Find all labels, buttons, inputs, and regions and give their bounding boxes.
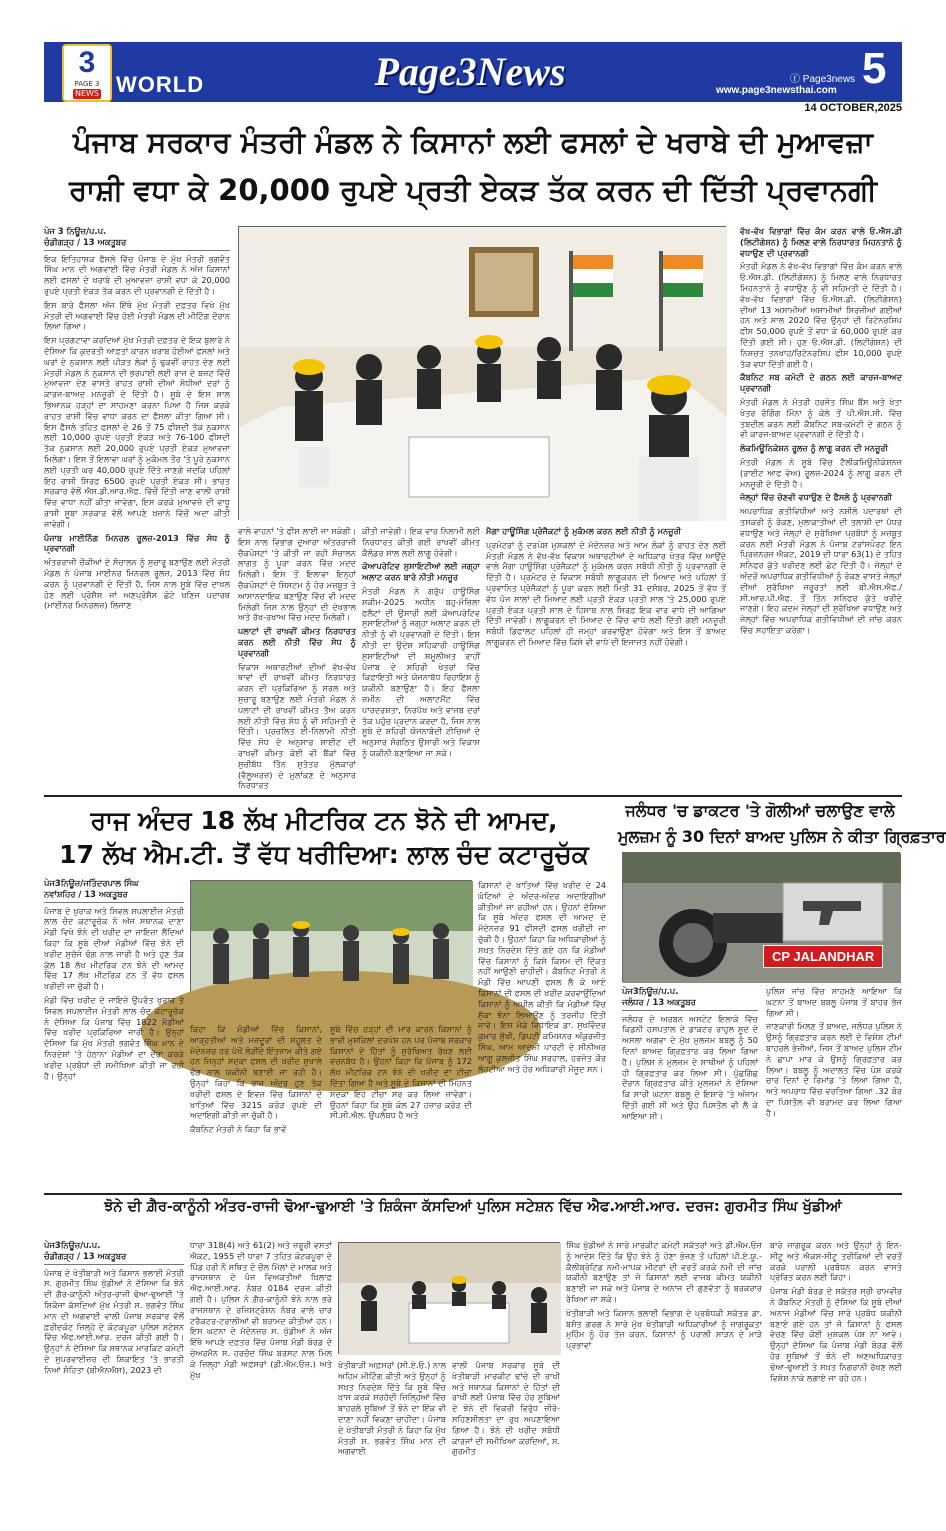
logo-line1: PAGE 3 [74,80,100,88]
story3-headline [618,798,946,850]
facebook-icon: ⓕ [790,74,803,85]
story4-column-2 [190,1240,332,1526]
story1-paragraph: ਵਾਲੇ ਵਾਹਨਾਂ 'ਤੇ ਫੀਸ ਲਾਈ ਜਾ ਸਕੇਗੀ। ਇਸ ਨਾਲ ਵਿਭਾਗ ਦੁਆਰਾ ਅੰਤਰਰਾਜੀ ਚੈਕਪੋਸਟਾਂ 'ਤੇ ਕੀਤੀ ਜਾ ਰਹੀ ਸੰਚਾਲਨ ਲਾਗਤ ਨੂੰ ਪੂਰਾ ਕਰਨ ਵਿੱਚ ਮਦਦ ਮਿਲੇਗੀ। ਇਸ ਤੋਂ ਇਲਾਵਾ ਇਨ੍ਹਾਂ ਚੈਕਪੋਸਟਾਂ ਦੇ ਸਿਸਟਮ ਨੂੰ ਹੋਰ ਮਜ਼ਬੂਤ ਤੇ ਆਸਾਨਦਾਇਕ ਬਣਾਉਣ ਵਿੱਚ ਵੀ ਮਦਦ ਮਿਲੇਗੀ ਜਿਸ ਨਾਲ ਉਨ੍ਹਾਂ ਦੀ ਦੇਖਭਾਲ ਅਤੇ ਰੱਖ-ਰਖਾਅ ਵਿੱਚ ਮਦਦ ਮਿਲੇਗੀ। [238,526,356,623]
brand-wordmark[interactable]: Page3News [374,49,566,94]
section-label: WORLD [116,72,205,97]
website-link[interactable]: www.page3newsthai.com [716,85,837,96]
story4-paragraph: ਵਾਲੀ ਪੰਜਾਬ ਸਰਕਾਰ ਸੂਬੇ ਦੀ ਖੇਤੀਬਾੜੀ ਮਾਰਕੀਟ ਢਾਂਚੇ ਦੀ ਰਾਖੀ ਅਤੇ ਸਥਾਨਕ ਕਿਸਾਨਾਂ ਦੇ ਹਿੱਤਾਂ ਦੀ ਰਾਖੀ ਲਈ ਪੰਜਾਬ ਵਿੱਚ ਹੋਰ ਸੂਬਿਆਂ ਦੇ ਝੋਨੇ ਦੀ ਵਿਕਰੀ ਵਿਰੁੱਧ ਜ਼ੀਰੋ-ਸਹਿਣਸ਼ੀਲਤਾ ਦਾ ਰੁਖ਼ ਅਪਣਾਇਆ ਗਿਆ ਹੈ। ਝੋਨੇ ਦੀ ਖਰੀਦ ਸਬੰਧੀ ਕਾਰਜਾਂ ਦੀ ਸਮੀਖਿਆ ਕਰਦਿਆਂ, ਸ. ਗੁਰਮੀਤ [452,1360,560,1457]
story2-paragraph: ਕਿਹਾ ਕਿ ਮੰਡੀਆਂ ਵਿੱਚ ਕਿਸਾਨਾਂ, ਆੜ੍ਹਤੀਆਂ ਅਤੇ ਮਜ਼ਦੂਰਾਂ ਦੀ ਸਹੂਲਤ ਦੇ ਮੱਦੇਨਜ਼ਰ ਹਰ ਪੱਖੋਂ ਲੋੜੀਂਦੇ ਇੰਤਜ਼ਾਮ ਕੀਤੇ ਗਏ ਹਨ ਜਿਨ੍ਹਾਂ ਸਦਕਾ ਫਸਲ ਦੀ ਖਰੀਦ ਸੁਖਾਲੇ ਢੰਗ ਨਾਲ ਯਕੀਨੀ ਬਣਾਈ ਜਾ ਰਹੀ ਹੈ। ਉਨ੍ਹਾਂ ਕਿਹਾ ਕਿ ਰਾਜ ਅੰਦਰ ਹੁਣ ਤੱਕ ਖਰੀਦੀ ਫਸਲ ਦੇ ਇਵਜ਼ ਵਿੱਚ ਕਿਸਾਨਾਂ ਦੇ ਖਾਤਿਆਂ ਵਿੱਚ 3215 ਕਰੋੜ ਰੁਪਏ ਦੀ ਅਦਾਇਗੀ ਕੀਤੀ ਜਾ ਚੁੱਕੀ ਹੈ। [190,1024,322,1121]
story1-paragraph: ਅੰਤਰਰਾਜੀ ਚੌਕੀਆਂ ਦੇ ਸੰਚਾਲਨ ਨੂੰ ਸੁਚਾਰੂ ਬਣਾਉਣ ਲਈ ਮੰਤਰੀ ਮੰਡਲ ਨੇ ਪੰਜਾਬ ਮਾਈਨਰ ਮਿਨਰਲ ਰੂਲਜ਼, 2013 ਵਿੱਚ ਸੋਧ ਕਰਨ ਨੂੰ ਪ੍ਰਵਾਨਗੀ ਦੇ ਦਿੱਤੀ ਹੈ, ਜਿਸ ਨਾਲ ਸੂਬੇ ਵਿੱਚ ਦਾਖਲ ਹੋਣ ਲਈ ਪ੍ਰੋਸੈਸ ਜਾਂ ਅਣਪ੍ਰੋਸੈਸ ਛੋਟੇ ਖਣਿਜ ਪਦਾਰਥ (ਮਾਈਨਰ ਮਿਨਰਲਜ਼) ਲਿਜਾਣ [44,557,230,611]
story1-paragraph: ਕੀਤੀ ਜਾਵੇਗੀ। ਇਕ ਵਾਰ ਨਿਲਾਮੀ ਲਈ ਨਿਰਧਾਰਤ ਕੀਤੀ ਗਈ ਰਾਖਵੀਂ ਕੀਮਤ ਕੈਲੰਡਰ ਸਾਲ ਲਈ ਲਾਗੂ ਹੋਵੇਗੀ। [362,526,480,558]
story1-paragraph: ਪ੍ਰਮੋਟਰਾਂ ਨੂੰ ਦਰਪੇਸ਼ ਮੁਸ਼ਕਲਾਂ ਦੇ ਮੱਦੇਨਜ਼ਰ ਅਤੇ ਆਮ ਲੋਕਾਂ ਨੂੰ ਰਾਹਤ ਦੇਣ ਲਈ ਮੰਤਰੀ ਮੰਡਲ ਨੇ ਵੱਖ-ਵੱਖ ਵਿਕਾਸ ਅਥਾਰਟੀਆਂ ਦੇ ਅਧਿਕਾਰ ਖੇਤਰ ਵਿੱਚ ਆਉਂਦੇ ਵਾਲੇ ਮੈਗਾ ਹਾਊਸਿੰਗ ਪ੍ਰੋਜੈਕਟਾਂ ਨੂੰ ਮੁਕੰਮਲ ਕਰਨ ਸਬੰਧੀ ਨੀਤੀ ਨੂੰ ਪ੍ਰਵਾਨਗੀ ਦੇ ਦਿੱਤੀ ਹੈ। ਪ੍ਰਮੋਟਰ ਦੇ ਵਿਕਾਸ ਸਬੰਧੀ ਲਾਗੂਕਰਨ ਦੀ ਮਿਆਦ ਅਤੇ ਪਹਿਲਾਂ ਤੋਂ ਪ੍ਰਵਾਨਿਤ ਪ੍ਰੋਜੈਕਟਾਂ ਨੂੰ ਪੂਰਾ ਕਰਨ ਲਈ ਮਿਤੀ 31 ਦਸੰਬਰ, 2025 ਤੋਂ ਵੱਧ ਤੋਂ ਵੱਧ ਪੰਜ ਸਾਲਾਂ ਦੀ ਮਿਆਦ ਲਈ ਪ੍ਰਤੀ ਏਕੜ ਪ੍ਰਤੀ ਸਾਲ 'ਤੇ 25,000 ਰੁਪਏ ਪ੍ਰਤੀ ਏਕੜ ਪ੍ਰਤੀ ਸਾਲ ਦੇ ਹਿਸਾਬ ਨਾਲ ਸਿਰਫ਼ ਇਕ ਵਾਰ ਵਾਧੇ ਦੀ ਆਗਿਆ ਦਿੱਤੀ ਜਾਵੇਗੀ। ਲਾਗੂਕਰਨ ਦੀ ਮਿਆਦ ਦੇ ਵਿੱਚ ਵਾਧੇ ਲਈ ਦਿੱਤੀ ਗਈ ਮਨਜ਼ੂਰੀ ਸਬੰਧੀ ਡਿਫਾਲਟ ਪਹਿਲਾਂ ਹੀ ਜਮ੍ਹਾਂ ਕਰਵਾਉਣਾ ਹੋਵੇਗਾ ਅਤੇ ਇਸ ਤੋਂ ਬਾਅਦ ਲਾਗੂਕਰਨ ਦੀ ਮਿਆਦ ਵਿੱਚ ਕਿਸੇ ਵੀ ਵਾਧੇ ਦੀ ਇਜਾਜ਼ਤ ਨਹੀਂ ਹੋਵੇਗੀ। [486,539,726,647]
story1-paragraph: ਮੰਤਰੀ ਮੰਡਲ ਨੇ ਸੂਬੇ ਵਿੱਚ ਟੈਲੀਕਮਿਊਨੀਕੇਸ਼ਨਜ਼ (ਰਾਈਟ ਆਫ ਵੇਅ) ਰੂਲਜ਼-2024 ਨੂੰ ਲਾਗੂ ਕਰਨ ਦੀ ਮਨਜ਼ੂਰੀ ਦੇ ਦਿੱਤੀ ਹੈ। [740,456,902,489]
seized-pistol-photo [622,852,900,982]
issue-date: 14 OCTOBER,2025 [804,102,902,114]
story4-column-4 [452,1360,560,1526]
story1-dateline: ਚੰਡੀਗੜ੍ਹ / 13 ਅਕਤੂਬਰ [44,237,230,251]
story2-paragraph: ਕੈਬਨਿਟ ਮੰਤਰੀ ਨੇ ਕਿਹਾ ਕਿ ਭਾਵੇਂ [190,1124,287,1135]
facebook-handle-text: Page3news [802,74,856,85]
story4-column-6 [770,1240,902,1526]
agriculture-meeting-illustration [339,1243,561,1355]
story3-paragraph: ਪੁਲਿਸ ਜਾਂਚ ਵਿੱਚ ਸਾਹਮਣੇ ਆਇਆ ਕਿ ਘਟਨਾ ਤੋਂ ਬਾਅਦ ਬਬਲੂ ਪੰਜਾਬ ਤੋਂ ਬਾਹਰ ਭੱਜ ਗਿਆ ਸੀ। [766,986,902,1018]
story4-dateline: ਚੰਡੀਗੜ੍ਹ / 13 ਅਕਤੂਬਰ [44,1251,184,1265]
section-divider [44,795,902,797]
story1-subhead: ਕੋਆਪਰੇਟਿਵ ਸੁਸਾਇਟੀਆਂ ਲਈ ਜਗ੍ਹਾ ਅਲਾਟ ਕਰਨ ਬਾਰੇ ਨੀਤੀ ਮਨਜ਼ੂਰ [362,561,480,583]
story3-headline-line1: ਜਲੰਧਰ 'ਚ ਡਾਕਟਰ 'ਤੇ ਗੋਲੀਆਂ ਚਲਾਉਣ ਵਾਲੇ [625,801,895,820]
story4-paragraph: ਸਿੰਘ ਖੁੱਡੀਆਂ ਨੇ ਸਾਰੇ ਮਾਰਕੀਟ ਕਮੇਟੀ ਸਕੱਤਰਾਂ ਅਤੇ ਡੀ.ਐਮ.ਓਜ਼ ਨੂੰ ਆਦੇਸ਼ ਦਿੱਤੇ ਕਿ ਉਹ ਝੋਨੇ ਨੂੰ ਹੋਣਾ ਭੇਜਣ ਤੋਂ ਪਹਿਲਾਂ ਪੀ.ਏ.ਯੂ.-ਕੈਲੀਬ੍ਰੇਟਿਡ ਨਮੀ-ਮਾਪਕ ਮੀਟਰਾਂ ਦੀ ਵਰਤੋਂ ਕਰਕੇ ਨਮੀ ਦੀ ਜਾਂਚ ਯਕੀਨੀ ਬਣਾਉਣ ਤਾਂ ਜੋ ਕਿਸਾਨਾਂ ਲਈ ਵਾਜਬ ਕੀਮਤ ਯਕੀਨੀ ਬਣਾਈ ਜਾ ਸਕੇ ਅਤੇ ਪੰਜਾਬ ਦੇ ਅਨਾਜ ਦੀ ਗੁਣਵੱਤਾ ਨੂੰ ਬਰਕਰਾਰ ਰੱਖਿਆ ਜਾ ਸਕੇ। [566,1240,762,1304]
story3-headline-line2: ਮੁਲਜ਼ਮ ਨੂੰ 30 ਦਿਨਾਂ ਬਾਅਦ ਪੁਲਿਸ ਨੇ ਕੀਤਾ ਗ੍ਰਿਫ਼ਤਾਰ [618,827,946,846]
story1-paragraph: ਵਿਕਾਸ ਅਥਾਰਟੀਆਂ ਦੀਆਂ ਵੱਖ-ਵੱਖ ਥਾਵਾਂ ਦੀ ਰਾਖਵੀਂ ਕੀਮਤ ਨਿਰਧਾਰਤ ਕਰਨ ਦੀ ਪ੍ਰਕਿਰਿਆ ਨੂੰ ਸਰਲ ਅਤੇ ਸੁਚਾਰੂ ਬਣਾਉਣ ਲਈ ਮੰਤਰੀ ਮੰਡਲ ਨੇ ਪਲਾਟਾਂ ਦੀ ਰਾਖਵੀਂ ਕੀਮਤ ਤੈਅ ਕਰਨ ਲਈ ਨੀਤੀ ਵਿੱਚ ਸੋਧ ਨੂੰ ਵੀ ਸਹਿਮਤੀ ਦੇ ਦਿੱਤੀ। ਪ੍ਰਚਲਿਤ ਈ-ਨਿਲਾਮੀ ਨੀਤੀ ਵਿੱਚ ਸੋਧ ਦੇ ਅਨੁਸਾਰ ਸਾਈਟ ਦੀ ਰਾਖਵੀਂ ਕੀਮਤ ਕੋਈ ਵੀ ਬੈਂਕਾਂ ਵਿੱਚ ਸੁਚੀਬੱਧ ਤਿੰਨ ਸੁਤੰਤਰ ਮੁੱਲਕਾਰਾਂ (ਵੈਲੂਅਰਜ਼) ਦੇ ਮੁਲਾਂਕਣ ਦੇ ਅਨੁਸਾਰ ਨਿਰਧਾਰਤ [238,661,356,791]
story1-headline-line1: ਪੰਜਾਬ ਸਰਕਾਰ ਮੰਤਰੀ ਮੰਡਲ ਨੇ ਕਿਸਾਨਾਂ ਲਈ ਫਸਲਾਂ ਦੇ ਖਰਾਬੇ ਦੀ ਮੁਆਵਜ਼ਾ [73,125,873,159]
story1-column-3 [362,526,480,791]
story1-subhead: ਪੰਜਾਬ ਮਾਈਨਿੰਗ ਮਿਨਰਲ ਰੂਲਜ਼-2013 ਵਿੱਚ ਸੋਧ ਨੂੰ ਪ੍ਰਵਾਨਗੀ [44,532,230,554]
story1-column-5 [740,226,902,791]
story1-paragraph: ਇਕ ਇਤਿਹਾਸਕ ਫੈਸਲੇ ਵਿੱਚ ਪੰਜਾਬ ਦੇ ਮੁੱਖ ਮੰਤਰੀ ਭਗਵੰਤ ਸਿੰਘ ਮਾਨ ਦੀ ਅਗਵਾਈ ਵਿੱਚ ਮੰਤਰੀ ਮੰਡਲ ਨੇ ਅੱਜ ਕਿਸਾਨਾਂ ਲਈ ਫਸਲਾਂ ਦੇ ਖਰਾਬੇ ਦੀ ਮੁਆਵਜ਼ਾ ਰਾਸ਼ੀ ਵਧਾ ਕੇ 20,000 ਰੁਪਏ ਪ੍ਰਤੀ ਏਕੜ ਤੱਕ ਕਰਨ ਦੀ ਪ੍ਰਵਾਨਗੀ ਦੇ ਦਿੱਤੀ ਹੈ। [44,253,230,296]
story1-column-2 [238,526,356,791]
story1-paragraph: ਇਸ ਪ੍ਰਗਟਾਵਾ ਕਰਦਿਆਂ ਮੁੱਖ ਮੰਤਰੀ ਦਫ਼ਤਰ ਦੇ ਇਕ ਬੁਲਾਰੇ ਨੇ ਦੱਸਿਆ ਕਿ ਕੁਦਰਤੀ ਆਫ਼ਤਾਂ ਕਾਰਨ ਖਰਾਬ ਹੋਈਆਂ ਫਸਲਾਂ ਅਤੇ ਘਰਾਂ ਦੇ ਨੁਕਸਾਨ ਲਈ ਪੀੜਤ ਲੋਕਾਂ ਨੂੰ ਢੁਕਵੀਂ ਰਾਹਤ ਦੇਣ ਲਈ ਮੰਤਰੀ ਮੰਡਲ ਨੇ ਨੁਕਸਾਨ ਦੀ ਭਰਪਾਈ ਲਈ ਰਾਜ ਦੇ ਬਜਟ ਵਿੱਚੋਂ ਮੁਆਵਜ਼ਾ ਦੇਣ ਵਾਸਤੇ ਰਾਹਤ ਰਾਸ਼ੀ ਦੀਆਂ ਸੋਧੀਆਂ ਦਰਾਂ ਨੂੰ ਕਾਰਜ-ਬਾਅਦ ਮਨਜ਼ੂਰੀ ਦੇ ਦਿੱਤੀ ਹੈ। ਸੂਬੇ ਦੇ ਇਸ ਸਾਲ ਭਿਆਨਕ ਹੜ੍ਹਾਂ ਦਾ ਸਾਹਮਣਾ ਕਰਨਾ ਪਿਆ ਹੈ ਜਿਸ ਕਰਕੇ ਰਾਹਤ ਰਾਸ਼ੀ ਵਿੱਚ ਵਾਧਾ ਕਰਨ ਦਾ ਫੈਸਲਾ ਕੀਤਾ ਗਿਆ ਸੀ। ਇਸ ਫੈਸਲੇ ਤਹਿਤ ਫਸਲਾਂ ਦੇ 26 ਤੋਂ 75 ਫੀਸਦੀ ਤੱਕ ਨੁਕਸਾਨ ਲਈ 10,000 ਰੁਪਏ ਪ੍ਰਤੀ ਏਕੜ ਅਤੇ 76-100 ਫੀਸਦੀ ਤੱਕ ਨੁਕਸਾਨ ਲਈ 20,000 ਰੁਪਏ ਪ੍ਰਤੀ ਏਕੜ ਮੁਆਵਜ਼ਾ ਮਿਲੇਗਾ। ਇਸ ਤੋਂ ਇਲਾਵਾ ਘਰਾਂ ਨੂੰ ਮੁਕੰਮਲ ਤੌਰ 'ਤੇ ਪੂਰੇ ਨੁਕਸਾਨ ਲਈ ਪ੍ਰਤੀ ਘਰ 40,000 ਰੁਪਏ ਦਿੱਤੇ ਜਾਣਗੇ ਜਦਕਿ ਪਹਿਲਾਂ ਇਹ ਰਾਸ਼ੀ ਸਿਰਫ਼ 6500 ਰੁਪਏ ਪ੍ਰਤੀ ਏਕੜ ਸੀ। ਭਾਰਤ ਸਰਕਾਰ ਵੱਲੋਂ ਐਸ.ਡੀ.ਆਰ.ਐਫ. ਵਿੱਚੋਂ ਦਿੱਤੀ ਜਾਣ ਵਾਲੀ ਰਾਸ਼ੀ ਵਿੱਚ ਵਾਧਾ ਨਹੀਂ ਕੀਤਾ ਜਾਵੇਗਾ, ਇਸ ਕਰਕੇ ਮੁਆਵਜ਼ੇ ਦੀ ਵਾਧੂ ਰਾਸ਼ੀ ਸੂਬਾ ਸਰਕਾਰ ਵੱਲੋਂ ਆਪਣੇ ਖ਼ਜ਼ਾਨੇ ਵਿੱਚੋਂ ਅਦਾ ਕੀਤੀ ਜਾਵੇਗੀ। [44,335,230,529]
cabinet-meeting-illustration [239,227,727,521]
story1-subhead: ਲੋਕਮਿਊਨਿਕੇਸ਼ਨ ਰੂਲਜ਼ ਨੂੰ ਲਾਗੂ ਕਰਨ ਦੀ ਮਨਜ਼ੂਰੀ [740,443,888,454]
story1-column-1 [44,226,230,791]
story2-paragraph: ਮੰਡੀ ਵਿੱਚ ਖਰੀਦ ਦੇ ਜਾਇਜ਼ੇ ਉਪਰੰਤ ਖੁਰਾਕ ਤੇ ਸਿਵਲ ਸਪਲਾਈਜ਼ ਮੰਤਰੀ ਲਾਲ ਚੰਦ ਕਟਾਰੂਚੱਕ ਨੇ ਦੱਸਿਆ ਕਿ ਪੰਜਾਬ ਵਿੱਚ 1822 ਮੰਡੀਆਂ ਵਿੱਚ ਖਰੀਦ ਪ੍ਰਕਿਰਿਆ ਜਾਰੀ ਹੈ। ਉਨ੍ਹਾਂ ਦੱਸਿਆ ਕਿ ਮੁੱਖ ਮੰਤਰੀ ਭਗਵੰਤ ਸਿੰਘ ਮਾਨ ਦੇ ਨਿਰਦੇਸ਼ਾਂ 'ਤੇ ਹੇਠਾਨਾ ਮੰਡੀਆਂ ਦਾ ਦੌਰਾ ਕਰਕੇ ਖਰੀਦ ਪ੍ਰਬੰਧਾਂ ਦੀ ਸਮੀਖਿਆ ਕੀਤੀ ਜਾ ਰਹੀ ਹੈ। ਉਨ੍ਹਾਂ [44,994,184,1081]
story1-paragraph: ਇਸ ਬਾਰੇ ਫੈਸਲਾ ਅੱਜ ਇੱਥੇ ਮੁੱਖ ਮੰਤਰੀ ਦਫ਼ਤਰ ਵਿਖੇ ਮੁੱਖ ਮੰਤਰੀ ਦੀ ਅਗਵਾਈ ਵਿੱਚ ਹੋਈ ਮੰਤਰੀ ਮੰਡਲ ਦੀ ਮੀਟਿੰਗ ਦੌਰਾਨ ਲਿਆ ਗਿਆ। [44,299,230,332]
story2-paragraph: ਸੂਬੇ ਵਿੱਚ ਹੜ੍ਹਾਂ ਦੀ ਮਾਰ ਕਾਰਨ ਕਿਸਾਨਾਂ ਨੂੰ ਭਾਰੀ ਮੁਸ਼ਕਿਲਾਂ ਦਰਪੇਸ਼ ਹਨ ਪਰ ਪੰਜਾਬ ਸਰਕਾਰ ਕਿਸਾਨਾਂ ਦੇ ਹਿੱਤਾਂ ਨੂੰ ਸੁਰੱਖਿਅਤ ਰੱਖਣ ਲਈ ਵਚਨਬੱਧ ਹੈ। ਉਹਨਾਂ ਕਿਹਾ ਕਿ ਪੰਜਾਬ ਨੂੰ 172 ਲੱਖ ਮੀਟਰਿਕ ਟਨ ਝੋਨੇ ਦੀ ਖਰੀਦ ਦਾ ਟੀਚਾ ਦਿੱਤਾ ਗਿਆ ਹੈ ਅਤੇ ਸੂਬੇ ਦੇ ਕਿਸਾਨਾਂ ਦੀ ਮਿਹਨਤ ਸਦਕਾ ਇਹ ਟੀਚਾ ਸਰ ਕਰ ਲਿਆ ਜਾਵੇਗਾ। ਉਹਨਾਂ ਕਿਹਾ ਕਿ ਸੂਬੇ ਕੋਲ 27 ਹਜ਼ਾਰ ਕਰੋੜ ਦੀ ਸੀ.ਸੀ.ਐਲ. ਉਪਲੱਬਧ ਹੈ ਅਤੇ [330,1024,472,1121]
story4-column-3 [338,1360,446,1526]
story1-subhead: ਜੇਲ੍ਹਾਂ ਵਿੱਚ ਚੋਣਵੀ ਵਧਾਉਣ ਦੇ ਫੈਸਲੇ ਨੂੰ ਪ੍ਰਵਾਨਗੀ [740,492,892,503]
story2-column-3 [330,1024,472,1190]
story1-column-4 [486,526,726,791]
story4-column-5 [566,1240,762,1526]
story2-paragraph: ਪੰਜਾਬ ਦੇ ਖੁਰਾਕ ਅਤੇ ਸਿਵਲ ਸਪਲਾਈਜ਼ ਮੰਤਰੀ ਲਾਲ ਚੰਦ ਕਟਾਰੂਚੱਕ ਨੇ ਅੱਜ ਸਥਾਨਕ ਦਾਣਾ ਮੰਡੀ ਵਿਖੇ ਝੋਨੇ ਦੀ ਖਰੀਦ ਦਾ ਜਾਇਜ਼ਾ ਲੈਂਦਿਆਂ ਕਿਹਾ ਕਿ ਸੂਬੇ ਦੀਆਂ ਮੰਡੀਆਂ ਵਿੱਚ ਝੋਨੇ ਦੀ ਖਰੀਦ ਸੁਚੱਜੇ ਢੰਗ ਨਾਲ ਜਾਰੀ ਹੈ ਅਤੇ ਹੁਣ ਤੱਕ ਕੁੱਲ 18 ਲੱਖ ਮੀਟਰਿਕ ਟਨ ਝੋਨੇ ਦੀ ਆਮਦ ਵਿੱਚ 17 ਲੱਖ ਮੀਟਰਿਕ ਟਨ ਤੋਂ ਵੱਧ ਫਸਲ ਖਰੀਦੀ ਜਾ ਚੁੱਕੀ ਹੈ। [44,905,184,992]
story1-paragraph: ਮੰਤਰੀ ਮੰਡਲ ਨੇ ਵੱਖ-ਵੱਖ ਵਿਭਾਗਾਂ ਵਿੱਚ ਕੰਮ ਕਰਨ ਵਾਲੇ ਓ.ਐਸ.ਡੀ. (ਲਿਟੀਗੇਸ਼ਨ) ਨੂੰ ਮਿਲਣ ਵਾਲੇ ਨਿਰਧਾਰਤ ਮਿਹਨਤਾਨੇ ਨੂੰ ਵਧਾਉਣ ਨੂੰ ਵੀ ਸਹਿਮਤੀ ਦੇ ਦਿੱਤੀ ਹੈ। ਵੱਖ-ਵੱਖ ਵਿਭਾਗਾਂ ਵਿੱਚ ਓ.ਐਸ.ਡੀ. (ਲਿਟੀਗੇਸ਼ਨ) ਦੀਆਂ 13 ਅਸਾਮੀਆਂ ਅਸਾਮੀਆਂ ਸਿਰਜੀਆਂ ਗਈਆਂ ਹਨ ਅਤੇ ਸਾਲ 2020 ਵਿੱਚ ਉਨ੍ਹਾਂ ਦੀ ਰਿਟੇਨਰਸ਼ਿਪ ਫੀਸ 50,000 ਰੁਪਏ ਤੋਂ ਵਧਾ ਕੇ 60,000 ਰੁਪਏ ਕਰ ਦਿੱਤੀ ਗਈ ਸੀ। ਹੁਣ ਓ.ਐਸ.ਡੀ. (ਲਿਟੀਗੇਸ਼ਨ) ਦੀ ਨਿਸ਼ਚਤ ਤਨਖਾਹ/ਰਿਟੇਨਰਸ਼ਿਪ ਫੀਸ 10,000 ਰੁਪਏ ਤੱਕ ਵਧਾ ਦਿੱਤੀ ਗਈ ਹੈ। [740,261,902,369]
story2-paragraph: ਕਿਸਾਨਾਂ ਦੇ ਖਾਤਿਆਂ ਵਿੱਚ ਖਰੀਦ ਦੇ 24 ਘੰਟਿਆਂ ਦੇ ਅੰਦਰ-ਅੰਦਰ ਅਦਾਇਗੀਆਂ ਕੀਤੀਆਂ ਜਾ ਰਹੀਆਂ ਹਨ। ਉਹਨਾਂ ਦੱਸਿਆ ਕਿ ਸੂਬੇ ਅੰਦਰ ਫਸਲ ਦੀ ਆਮਦ ਦੇ ਮੱਦੇਨਜ਼ਰ 91 ਫੀਸਦੀ ਫਸਲ ਖਰੀਦੀ ਜਾ ਚੁੱਕੀ ਹੈ। ਉਹਨਾਂ ਕਿਹਾ ਕਿ ਅਧਿਕਾਰੀਆਂ ਨੂੰ ਸਖ਼ਤ ਨਿਰਦੇਸ਼ ਦਿੱਤੇ ਗਏ ਹਨ ਕਿ ਮੰਡੀਆਂ ਵਿੱਚ ਕਿਸਾਨਾਂ ਨੂੰ ਕਿਸੇ ਕਿਸਮ ਦੀ ਦਿੱਕਤ ਨਹੀਂ ਆਉਣੀ ਚਾਹੀਦੀ। ਕੈਬਨਿਟ ਮੰਤਰੀ ਨੇ ਮੰਡੀ ਵਿੱਚ ਆਪਣੀ ਫਸਲ ਲੈ ਕੇ ਆਏ ਕਿਸਾਨਾਂ ਦੀ ਫਸਲ ਦੀ ਖਰੀਦ ਕਰਵਾਉਂਦਿਆਂ ਕਿਸਾਨਾਂ ਨੂੰ ਅਪੀਲ ਕੀਤੀ ਕਿ ਮੰਡੀਆਂ ਵਿੱਚ ਸੁੱਕਾ ਝੋਨਾ ਲਿਆਉਣ ਨੂੰ ਤਰਜੀਹ ਦਿੱਤੀ ਜਾਵੇ। ਇਸ ਮੌਕੇ ਵਿਧਾਇਕ ਡਾ. ਸੁਖਵਿੰਦਰ ਕੁਮਾਰ ਸੁੱਖੀ, ਡਿਪਟੀ ਕਮਿਸ਼ਨਰ ਅੰਕੁਰਜੀਤ ਸਿੰਘ, ਆਮ ਆਦਮੀ ਪਾਰਟੀ ਦੇ ਸੀਨੀਅਰ ਆਗੂ ਕੁਲਜੀਤ ਸਿੰਘ ਸਰਹਾਲ, ਹਰਜੋਤ ਕੌਰ ਲੋਹਟੀਆ ਅਤੇ ਹੋਰ ਅਧਿਕਾਰੀ ਮੌਜੂਦ ਸਨ। [478,880,606,1074]
story2-byline: ਪੇਜ3ਨਿਊਜ਼/ਜਤਿੰਦਰਪਾਲ ਸਿੰਘ [44,878,139,888]
page3news-logo[interactable] [62,44,112,102]
section-divider [44,1193,902,1195]
story1-byline: ਪੇਜ 3 ਨਿਊਜ਼/ਪ.ਪ. [44,226,107,236]
story4-paragraph: ਬਾਰੇ ਜਾਗਰੂਕ ਕਰਨ ਅਤੇ ਉਨ੍ਹਾਂ ਨੂੰ ਇਨ-ਸੀਟੂ ਅਤੇ ਐਕਸ-ਸੀਟੂ ਤਰੀਕਿਆਂ ਦੀ ਵਰਤੋਂ ਕਰਕੇ ਪਰਾਲੀ ਪ੍ਰਬੰਧਨ ਕਰਨ ਵਾਸਤੇ ਪ੍ਰੇਰਿਤ ਕਰਨ ਲਈ ਕਿਹਾ। [770,1240,902,1283]
story4-paragraph: ਖੇਤੀਬਾੜੀ ਅਤੇ ਕਿਸਾਨ ਭਲਾਈ ਵਿਭਾਗ ਦੇ ਪ੍ਰਬੰਧਕੀ ਸਕੱਤਰ ਡਾ. ਬਸੰਤ ਗਰਗ ਨੇ ਸਾਰੇ ਮੁੱਖ ਖੇਤੀਬਾੜੀ ਅਧਿਕਾਰੀਆਂ ਨੂੰ ਜਾਗਰੂਕਤਾ ਮੁਹਿੰਮ ਨੂੰ ਹੋਰ ਤੇਜ਼ ਕਰਨ, ਕਿਸਾਨਾਂ ਨੂੰ ਪਰਾਲੀ ਸਾੜਨ ਦੇ ਮਾੜੇ ਪ੍ਰਭਾਵਾਂ [566,1307,762,1351]
story2-column-4 [478,880,606,1190]
story1-subhead: ਪਲਾਟਾਂ ਦੀ ਰਾਖਵੀਂ ਕੀਮਤ ਨਿਰਧਾਰਤ ਕਰਨ ਲਈ ਨੀਤੀ ਵਿੱਚ ਸੋਧ ਨੂੰ ਪ੍ਰਵਾਨਗੀ [238,626,356,658]
story1-paragraph: ਮੰਤਰੀ ਮੰਡਲ ਨੇ ਮੰਤਰੀ ਹਰਜੋਤ ਸਿੰਘ ਬੈਂਸ ਅਤੇ ਖੇਤਾ ਖੇਤਰ ਰੰਗਿੰਗ ਮਿੰਨਾ ਨੂੰ ਕੋਲੇ ਤੋਂ ਪੀ.ਐਸ.ਸੀ. ਵਿੱਚ ਤਬਦੀਲ ਕਰਨ ਲਈ ਕੈਬਨਿਟ ਸਬ-ਕਮੇਟੀ ਦੇ ਗਠਨ ਨੂੰ ਵੀ ਕਾਰਜ-ਬਾਅਦ ਪ੍ਰਵਾਨਗੀ ਦੇ ਦਿੱਤੀ ਹੈ। [740,396,902,440]
cabinet-meeting-photo [238,226,726,520]
story1-paragraph: ਅਪਰਾਧਿਕ ਗਤੀਵਿਧੀਆਂ ਅਤੇ ਨਸ਼ੀਲੇ ਪਦਾਰਥਾਂ ਦੀ ਤਸਕਰੀ ਨੂੰ ਰੋਕਣ, ਮੁਲਾਕਾਤੀਆਂ ਦੀ ਤਲਾਸ਼ੀ ਦਾ ਪੱਧਰ ਵਧਾਉਣ ਅਤੇ ਜੇਲ੍ਹਾਂ ਦੇ ਸੁਰੱਖਿਆ ਪ੍ਰਬੰਧਾਂ ਨੂੰ ਮਜ਼ਬੂਤ ਕਰਨ ਲਈ ਮੰਤਰੀ ਮੰਡਲ ਨੇ ਪੰਜਾਬ ਟਰਾਂਸਪੋਰਟ ਇਨ ਪ੍ਰਿਜ਼ਨਰਜ਼ ਐਕਟ, 2019 ਦੀ ਧਾਰਾ 63(1) ਦੇ ਤਹਿਤ ਸਨਿਫਰ ਕੁੱਤੇ ਖਰੀਦਣ ਲਈ ਛੋਟ ਦਿੱਤੀ ਹੈ। ਜੇਲ੍ਹਾਂ ਦੇ ਅੰਦਰੋਂ ਅਪਰਾਧਿਕ ਗਤੀਵਿਧੀਆਂ ਨੂੰ ਰੋਕਣ ਵਾਸਤੇ ਜੇਲ੍ਹਾਂ ਦੀਆਂ ਸੁਰੱਖਿਆ ਜਰੂਰਤਾਂ ਲਈ ਬੀ.ਐਸ.ਐਫ./ਸੀ.ਆਰ.ਪੀ.ਐਫ. ਤੋਂ ਤਿੰਨ ਸਨਿਫਰ ਕੁੱਤੇ ਖਰੀਦੇ ਜਾਣਗੇ। ਇਹ ਕਦਮ ਜੇਲ੍ਹਾਂ ਦੀ ਸੁਰੱਖਿਆ ਵਧਾਉਣ ਅਤੇ ਜੇਲ੍ਹਾਂ ਵਿੱਚ ਅਪਰਾਧਿਕ ਗਤੀਵਿਧੀਆਂ ਦੀ ਜਾਂਚ ਕਰਨ ਵਿੱਚ ਸਹਾਇਤਾ ਕਰੇਗਾ। [740,506,902,635]
story2-headline-line1: ਰਾਜ ਅੰਦਰ 18 ਲੱਖ ਮੀਟਰਿਕ ਟਨ ਝੋਨੇ ਦੀ ਆਮਦ, [90,806,558,835]
story2-column-1 [44,878,184,1190]
story3-column-2 [766,986,902,1190]
story4-paragraph: ਪੰਜਾਬ ਮੰਡੀ ਬੋਰਡ ਦੇ ਸਕੱਤਰ ਸ੍ਰੀ ਰਾਮਵੀਰ ਨੇ ਕੈਬਨਿਟ ਮੰਤਰੀ ਨੂੰ ਦੱਸਿਆ ਕਿ ਸੂਬੇ ਦੀਆਂ ਅਨਾਜ ਮੰਡੀਆਂ ਵਿੱਚ ਸਾਰੇ ਪ੍ਰਬੰਧ ਯਕੀਨੀ ਬਣਾਏ ਗਏ ਹਨ ਤਾਂ ਜੋ ਕਿਸਾਨਾਂ ਨੂੰ ਫਸਲ ਵੇਚਣ ਵਿੱਚ ਕੋਈ ਮੁਸ਼ਕਲ ਪੇਸ਼ ਨਾ ਆਵੇ। ਉਨ੍ਹਾਂ ਦੱਸਿਆ ਕਿ ਪੰਜਾਬ ਮੰਡੀ ਬੋਰਡ ਵੱਲੋਂ ਹੋਰ ਸੂਬਿਆਂ ਤੋਂ ਝੋਨੇ ਦੀ ਅਣਅਧਿਕਾਰਤ ਢੋਆ-ਢੁਆਈ ਤੇ ਸਖ਼ਤ ਨਿਗਰਾਨੀ ਰੱਖਣ ਲਈ ਵਿਸ਼ੇਸ਼ ਨਾਕੇ ਲਗਾਏ ਜਾ ਰਹੇ ਹਨ। [770,1286,902,1383]
story4-column-1 [44,1240,184,1526]
grain-market-photo [190,880,472,1020]
story2-column-2 [190,1024,322,1190]
story3-dateline: ਜਲੰਧਰ / 13 ਅਕਤੂਬਰ [622,997,758,1011]
story2-headline-line2: 17 ਲੱਖ ਐਮ.ਟੀ. ਤੋਂ ਵੱਧ ਖਰੀਦਿਆ: ਲਾਲ ਚੰਦ ਕਟਾਰੂਚੱਕ [59,840,589,869]
story4-byline: ਪੇਜ3ਨਿਊਜ਼/ਪ.ਪ. [44,1240,101,1250]
page-number: 5 [862,44,887,93]
story1-headline-line2: ਰਾਸ਼ੀ ਵਧਾ ਕੇ 20,000 ਰੁਪਏ ਪ੍ਰਤੀ ਏਕੜ ਤੱਕ ਕਰਨ ਦੀ ਦਿੱਤੀ ਪ੍ਰਵਾਨਗੀ [69,173,877,207]
story4-paragraph: ਖੇਤੀਬਾੜੀ ਅਫ਼ਸਰਾਂ (ਸੀ.ਏ.ਓ.) ਨਾਲ ਅਹਿਮ ਮੀਟਿੰਗ ਕੀਤੀ ਅਤੇ ਉਨ੍ਹਾਂ ਨੂੰ ਸਖ਼ਤ ਨਿਰਦੇਸ਼ ਦਿੱਤੇ ਕਿ ਸੂਬੇ ਵਿੱਚ ਖ਼ਾਸ ਕਰਕੇ ਸਰਹੱਦੀ ਜ਼ਿਲ੍ਹਿਆਂ ਵਿੱਚ ਬਾਹਰਲੇ ਸੂਬਿਆਂ ਤੋਂ ਝੋਨੇ ਦਾ ਇੱਕ ਵੀ ਦਾਣਾ ਨਹੀਂ ਵਿਕਣਾ ਚਾਹੀਦਾ। ਪੰਜਾਬ ਦੇ ਖੇਤੀਬਾੜੀ ਮੰਤਰੀ ਨੇ ਕਿਹਾ ਕਿ ਮੁੱਖ ਮੰਤਰੀ ਸ. ਭਗਵੰਤ ਸਿੰਘ ਮਾਨ ਦੀ ਅਗਵਾਈ [338,1360,446,1457]
story1-subhead: ਕੈਬਨਿਟ ਸਬ ਕਮੇਟੀ ਦੇ ਗਠਨ ਲਈ ਕਾਰਜ-ਬਾਅਦ ਪ੍ਰਵਾਨਗੀ [740,372,902,394]
story3-column-1 [622,986,758,1190]
logo-line2: NEWS [74,89,100,98]
grain-market-illustration [191,881,473,1021]
story4-paragraph: ਪੰਜਾਬ ਦੇ ਖੇਤੀਬਾੜੀ ਅਤੇ ਕਿਸਾਨ ਭਲਾਈ ਮੰਤਰੀ ਸ. ਗੁਰਮੀਤ ਸਿੰਘ ਖੁੱਡੀਆਂ ਨੇ ਦੱਸਿਆ ਕਿ ਝੋਨੇ ਦੀ ਗ਼ੈਰ-ਕਾਨੂੰਨੀ ਅੰਤਰ-ਰਾਜੀ ਢੋਆ-ਢੁਆਈ 'ਤੇ ਸ਼ਿਕੰਜਾ ਕੱਸਦਿਆਂ ਮੁੱਖ ਮੰਤਰੀ ਸ. ਭਗਵੰਤ ਸਿੰਘ ਮਾਨ ਦੀ ਅਗਵਾਈ ਵਾਲੀ ਪੰਜਾਬ ਸਰਕਾਰ ਵੱਲੋਂ ਫ਼ਰੀਦਕੋਟ ਜ਼ਿਲ੍ਹੇ ਦੇ ਕੋਟਕਪੂਰਾ ਪੁਲਿਸ ਸਟੇਸ਼ਨ ਵਿੱਚ ਐਫ.ਆਈ.ਆਰ. ਦਰਜ ਕੀਤੀ ਗਈ ਹੈ। ਉਨ੍ਹਾਂ ਨੇ ਦੱਸਿਆ ਕਿ ਸਥਾਨਕ ਮਾਰਕਿਟ ਕਮੇਟੀ ਦੇ ਸੁਪਰਵਾਈਜ਼ਰ ਦੀ ਸ਼ਿਕਾਇਤ 'ਤੇ ਭਾਰਤੀ ਨਿਆਂ ਸੰਹਿਤਾ (ਬੀਐਨਐਸ), 2023 ਦੀ [44,1267,184,1375]
story2-dateline: ਨਵਾਂਸ਼ਹਿਰ / 13 ਅਕਤੂਬਰ [44,889,184,903]
story4-paragraph: ਧਾਰਾ 318(4) ਅਤੇ 61(2) ਅਤੇ ਜ਼ਰੂਰੀ ਵਸਤਾਂ ਐਕਟ, 1955 ਦੀ ਧਾਰਾ 7 ਤਹਿਤ ਕੋਟਕਪੂਰਾ ਦੇ ਪਿੰਡ ਹਰੀ ਨੌ ਸਥਿਤ ਦੋ ਚੌਲ ਮਿੱਲਾਂ ਦੇ ਮਾਲਕ ਅਤੇ ਰਾਜਸਥਾਨ ਦੇ ਪੰਜ ਵਿਅਕਤੀਆਂ ਖ਼ਿਲਾਫ਼ ਐਫ.ਆਈ.ਆਰ. ਨੰਬਰ 0184 ਦਰਜ ਕੀਤੀ ਗਈ ਹੈ। ਪੁਲਿਸ ਨੇ ਗ਼ੈਰ-ਕਾਨੂੰਨੀ ਝੋਨੇ ਨਾਲ ਭਰੇ ਰਾਜਸਥਾਨ ਦੇ ਰਜਿਸਟ੍ਰੇਸ਼ਨ ਨੰਬਰ ਵਾਲੇ ਚਾਰ ਟਰੈਕਟਰ-ਟਰਾਲੀਆਂ ਵੀ ਬਰਾਮਦ ਕੀਤੀਆਂ ਹਨ। ਇਸ ਘਟਨਾ ਦੇ ਮੱਦੇਨਜ਼ਰ ਸ. ਖੁੱਡੀਆਂ ਨੇ ਅੱਜ ਇੱਥੇ ਆਪਣੇ ਦਫ਼ਤਰ ਵਿੱਚ ਪੰਜਾਬ ਮੰਡੀ ਬੋਰਡ ਦੇ ਚੇਅਰਮੈਨ ਸ. ਹਰਚੰਦ ਸਿੰਘ ਬਰਸਟ ਨਾਲ ਮਿਲ ਕੇ ਜ਼ਿਲ੍ਹਾ ਮੰਡੀ ਅਫ਼ਸਰਾਂ (ਡੀ.ਐਮ.ਓਜ਼.) ਅਤੇ ਮੁੱਖ [190,1240,332,1380]
facebook-handle[interactable] [790,70,855,85]
story1-subhead: ਵੱਖ-ਵੱਖ ਵਿਭਾਗਾਂ ਵਿੱਚ ਕੰਮ ਕਰਨ ਵਾਲੇ ਓ.ਐਸ.ਡੀ (ਲਿਟੀਗੇਸ਼ਨ) ਨੂੰ ਮਿਲਣ ਵਾਲੇ ਨਿਰਧਾਰਤ ਮਿਹਨਤਾਨੇ ਨੂੰ ਵਧਾਉਣ ਦੀ ਪ੍ਰਵਾਨਗੀ [740,226,902,258]
story4-headline: ਝੋਨੇ ਦੀ ਗ਼ੈਰ-ਕਾਨੂੰਨੀ ਅੰਤਰ-ਰਾਜੀ ਢੋਆ-ਢੁਆਈ 'ਤੇ ਸ਼ਿਕੰਜਾ ਕੱਸਦਿਆਂ ਪੁਲਿਸ ਸਟੇਸ਼ਨ ਵਿੱਚ ਐਫ.ਆਈ.ਆਰ. ਦਰਜ: ਗੁਰਮੀਤ ਸਿੰਘ ਖੁੱਡੀਆਂ [104,1198,842,1215]
agriculture-meeting-photo [338,1242,560,1354]
story1-subhead: ਮੈਗਾ ਹਾਊਸਿੰਗ ਪ੍ਰੋਜੈਕਟਾਂ ਨੂੰ ਮੁਕੰਮਲ ਕਰਨ ਲਈ ਨੀਤੀ ਨੂੰ ਮਨਜ਼ੂਰੀ [486,526,682,536]
story3-paragraph: ਜਾਣਕਾਰੀ ਮਿਲਣ ਤੋਂ ਬਾਅਦ, ਜਲੰਧਰ ਪੁਲਿਸ ਨੇ ਉਸਨੂੰ ਗ੍ਰਿਫ਼ਤਾਰ ਕਰਨ ਲਈ ਦੋ ਵਿਸ਼ੇਸ਼ ਟੀਮਾਂ ਬਾਹਰਲੇ ਭੇਜੀਆਂ, ਜਿਸ ਤੋਂ ਬਾਅਦ ਪੁਲਿਸ ਟੀਮ ਨੇ ਛਾਪਾ ਮਾਰ ਕੇ ਉਸਨੂੰ ਗ੍ਰਿਫ਼ਤਾਰ ਕਰ ਲਿਆ। ਬਬਲੂ ਨੂੰ ਅਦਾਲਤ ਵਿੱਚ ਪੇਸ਼ ਕਰਕੇ ਚਾਰ ਦਿਨਾਂ ਦੇ ਰਿਮਾਂਡ 'ਤੇ ਲਿਆ ਗਿਆ ਹੈ, ਅਤੇ ਅਪਰਾਧ ਵਿੱਚ ਵਰਤਿਆ ਗਿਆ .32 ਬੋਰ ਦਾ ਪਿਸਤੌਲ ਵੀ ਬਰਾਮਦ ਕਰ ਲਿਆ ਗਿਆ ਹੈ। [766,1021,902,1118]
story3-byline: ਪੇਜ3ਨਿਊਜ਼/ਪ.ਪ. [622,986,679,996]
cp-jalandhar-tag: CP JALANDHAR [763,945,883,968]
story3-paragraph: ਜਲੰਧਰ ਦੇ ਅਰਬਨ ਅਸਟੇਟ ਇਲਾਕੇ ਵਿੱਚ ਕਿਡਨੀ ਹਸਪਤਾਲ ਦੇ ਡਾਕਟਰ ਰਾਹੁਲ ਸੂਦ ਦੇ ਅਸਲਾ ਅਗਵਾ ਦੇ ਮੁੱਖ ਮੁਲਜ਼ਮ ਬਬਲੂ ਨੂੰ 50 ਦਿਨਾਂ ਬਾਅਦ ਗ੍ਰਿਫ਼ਤਾਰ ਕਰ ਲਿਆ ਗਿਆ ਹੈ। ਪੁਲਿਸ ਨੇ ਮੁਲਜ਼ਮ ਦੇ ਸਾਥੀਆਂ ਨੂੰ ਪਹਿਲਾਂ ਹੀ ਗ੍ਰਿਫ਼ਤਾਰ ਕਰ ਲਿਆ ਸੀ। ਪੁੱਛਗਿੱਛ ਦੌਰਾਨ ਗ੍ਰਿਫ਼ਤਾਰ ਕੀਤੇ ਮੁਲਜ਼ਮਾਂ ਨੇ ਦੱਸਿਆ ਕਿ ਸਾਰੀ ਘਟਨਾ ਬਬਲੂ ਦੇ ਇਸ਼ਾਰੇ 'ਤੇ ਅੰਜਾਮ ਦਿੱਤੀ ਗਈ ਸੀ ਅਤੇ ਉਹ ਪਿਸਤੌਲ ਵੀ ਲੈ ਕੇ ਆਇਆ ਸੀ। [622,1013,758,1121]
logo-number: 3 [78,46,96,79]
story1-paragraph: ਮੰਤਰੀ ਮੰਡਲ ਨੇ ਗਰੁੱਪ ਹਾਊਸਿੰਗ ਸਕੀਮ-2025 ਅਧੀਨ ਬਹੁ-ਮੰਜ਼ਿਲਾ ਫਲੈਟਾਂ ਦੀ ਉਸਾਰੀ ਲਈ ਕੋਆਪਰੇਟਿਵ ਸੁਸਾਇਟੀਆਂ ਨੂੰ ਜਗ੍ਹਾ ਅਲਾਟ ਕਰਨ ਦੀ ਨੀਤੀ ਨੂੰ ਵੀ ਪ੍ਰਵਾਨਗੀ ਦੇ ਦਿੱਤੀ। ਇਸ ਨੀਤੀ ਦਾ ਉਦੇਸ਼ ਸਹਿਕਾਰੀ ਹਾਊਸਿੰਗ ਸੁਸਾਇਟੀਆਂ ਦੀ ਸ਼ਮੂਲੀਅਤ ਰਾਹੀਂ ਪੰਜਾਬ ਦੇ ਸ਼ਹਿਰੀ ਖੇਤਰਾਂ ਵਿੱਚ ਕਿਫ਼ਾਇਤੀ ਅਤੇ ਯੋਜਨਾਬੱਧ ਰਿਹਾਇਸ਼ ਨੂੰ ਯਕੀਨੀ ਬਣਾਉਣਾ ਹੈ। ਇਹ ਫੈਸਲਾ ਜ਼ਮੀਨ ਦੀ ਅਲਾਟਮੈਂਟ ਵਿੱਚ ਪਾਰਦਰਸ਼ਤਾ, ਨਿਰਪੱਖ ਅਤੇ ਵਾਜਬ ਦਰਾਂ ਤੱਕ ਪਹੁੰਚ ਪ੍ਰਦਾਨ ਕਰਦਾ ਹੈ, ਜਿਸ ਨਾਲ ਸੂਬੇ ਦੇ ਸ਼ਹਿਰੀ ਯੋਜਨਾਬੰਦੀ ਟੀਚਿਆਂ ਦੇ ਅਨੁਸਾਰ ਸੰਗਠਿਤ ਉਸਾਰੀ ਅਤੇ ਵਿਕਾਸ ਨੂੰ ਯਕੀਨੀ ਬਣਾਇਆ ਜਾ ਸਕੇ। [362,585,480,758]
